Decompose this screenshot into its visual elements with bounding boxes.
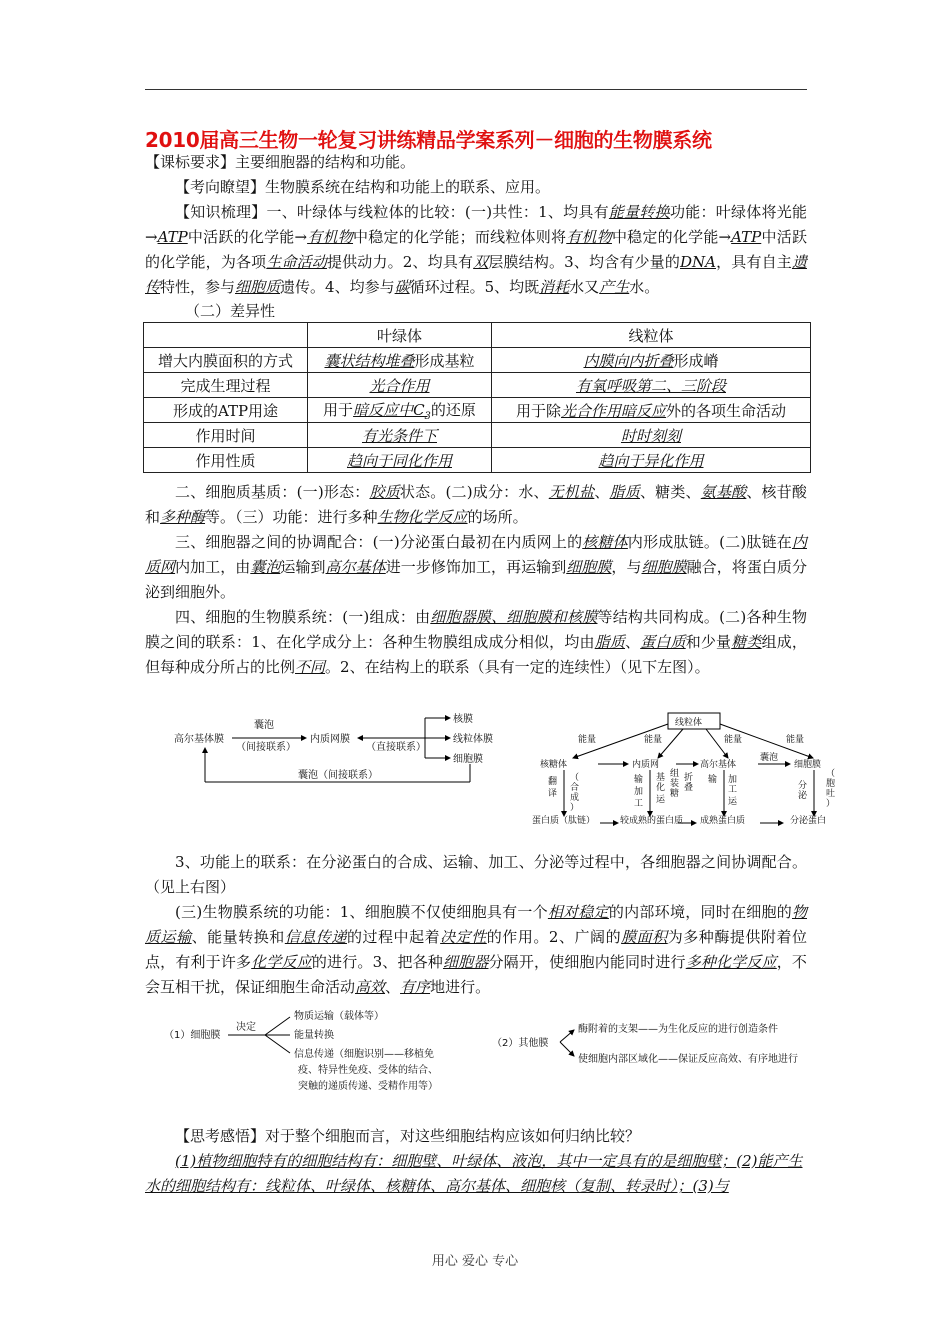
svg-text:叠: 叠 [684, 783, 694, 793]
table-row: 形成的ATP用途 用于暗反应中$C_3$的还原 用于除光合作用暗反应外的各项生命活动 [144, 398, 811, 423]
page-footer: 用心 爱心 专心 [431, 1254, 519, 1269]
svg-text:工: 工 [634, 799, 644, 809]
cell-membrane-label: （1）细胞膜 [164, 1030, 221, 1041]
table-row: 叶绿体 线粒体 [144, 323, 811, 348]
svg-text:（: （ [826, 769, 836, 779]
cellmem-label-right: 细胞膜 [794, 760, 822, 770]
svg-text:泌: 泌 [798, 791, 808, 801]
svg-text:）: ） [570, 803, 580, 813]
para-outlook: 【考向瞭望】生物膜系统在结构和功能上的联系、应用。 [175, 178, 551, 196]
ribosome-label: 核糖体 [540, 760, 568, 770]
svg-text:基: 基 [656, 773, 666, 783]
para-function: (三)生物膜系统的功能：1、细胞膜不仅使细胞具有一个相对稳定的内部环境，同时在细胞的物质运输、能量转换和信息传递的过程中起着决定性的作用。2、广阔的膜面积为多种酶提供附着位点，有利于许多化学反应的进行。3、把各种细胞器分隔开，使细胞内能同时进行多种化学反应，不会互相干扰，保证细胞生命活动高效、有序地进行。 [145, 903, 807, 996]
comparison-table [143, 322, 811, 473]
vertical-labels [548, 768, 835, 813]
svg-text:疫、特异性免疫、受体的结合、: 疫、特异性免疫、受体的结合、 [298, 1065, 438, 1076]
vesicle-label-right: 囊泡 [760, 753, 779, 763]
para-function-link: 3、功能上的联系：在分泌蛋白的合成、运输、加工、分泌等过程中，各细胞器之间协调配合。（见上右图） [145, 853, 807, 896]
svg-text:能量: 能量 [786, 735, 805, 745]
svg-text:分: 分 [798, 781, 808, 791]
para-think-answer: (1)植物细胞特有的细胞结构有：细胞壁、叶绿体、液泡，其中一定具有的是细胞壁；(2)能产生水的细胞结构有：线粒体、叶绿体、核糖体、高尔基体、细胞核（复制、转录时）；(3)与 [145, 1152, 803, 1195]
svg-text:能量: 能量 [724, 735, 743, 745]
svg-text:加: 加 [634, 787, 644, 797]
header-rule [145, 89, 807, 90]
membrane-relation-diagram [170, 708, 510, 788]
svg-text:合: 合 [570, 783, 580, 793]
svg-text:组: 组 [670, 769, 680, 779]
table-row: 增大内膜面积的方式 囊状结构堆叠形成基粒 内膜向内折叠形成嵴 [144, 348, 811, 373]
protein3-label: 成熟蛋白质 [700, 816, 746, 826]
vesicle-label: 囊泡 [254, 720, 274, 731]
para-think: 【思考感悟】对于整个细胞而言，对这些细胞结构应该如何归纳比较？ [175, 1127, 641, 1145]
svg-text:物质运输（载体等）: 物质运输（载体等） [294, 1011, 384, 1022]
cell-membrane-function-diagram [160, 1005, 490, 1100]
svg-text:酶附着的支架——为生化反应的进行创造条件: 酶附着的支架——为生化反应的进行创造条件 [578, 1024, 778, 1035]
golgi-label-right: 高尔基体 [700, 760, 737, 770]
svg-text:化: 化 [656, 783, 666, 793]
svg-text:能量转换: 能量转换 [294, 1030, 334, 1041]
other-membrane-function-diagram [488, 1012, 878, 1072]
mito-label: 线粒体膜 [453, 734, 493, 745]
protein1-label: 蛋白质（肽链） [532, 816, 596, 826]
svg-text:突触的递质传递、受精作用等）: 突触的递质传递、受精作用等） [298, 1081, 438, 1092]
page-title: 2010届高三生物一轮复习讲练精品学案系列－细胞的生物膜系统 [145, 128, 712, 152]
er-label-right: 内质网 [632, 760, 660, 770]
svg-text:工: 工 [728, 785, 738, 795]
svg-text:输: 输 [634, 775, 644, 785]
svg-text:装: 装 [670, 779, 680, 789]
direct-label: （直接联系） [366, 742, 426, 753]
cellmem-label: 细胞膜 [453, 754, 483, 765]
nuclear-label: 核膜 [453, 714, 473, 725]
secretion-flow-diagram [528, 710, 858, 838]
svg-text:加: 加 [728, 775, 738, 785]
other-membrane-label: （2）其他膜 [492, 1038, 549, 1049]
para-cytoplasm: 二、细胞质基质：(一)形态：胶质状态。(二)成分：水、无机盐、脂质、糖类、氨基酸、核苷酸和多种酶等。（三）功能：进行多种生物化学反应的场所。 [145, 483, 807, 526]
table-row: 完成生理过程 光合作用 有氧呼吸第二、三阶段 [144, 373, 811, 398]
svg-text:折: 折 [684, 773, 694, 783]
svg-text:运: 运 [656, 795, 666, 805]
svg-text:运: 运 [728, 797, 738, 807]
svg-text:信息传递（细胞识别——移植免: 信息传递（细胞识别——移植免 [294, 1049, 434, 1060]
mito-box-label: 线粒体 [675, 718, 703, 728]
er-label: 内质网膜 [310, 734, 350, 745]
svg-text:）: ） [826, 799, 836, 809]
para-coordination: 三、细胞器之间的协调配合：(一)分泌蛋白最初在内质网上的核糖体内形成肽链。(二)肽链在内质网内加工，由囊泡运输到高尔基体进一步修饰加工，再运输到细胞膜，与细胞膜融合，将蛋白质分泌到细胞外。 [145, 533, 807, 601]
para-membrane-system: 四、细胞的生物膜系统：(一)组成：由细胞器膜、细胞膜和核膜等结构共同构成。(二)各种生物膜之间的联系：1、在化学成分上：各种生物膜组成成分相似，均由脂质、蛋白质和少量糖类组成，但每种成分所占的比例不同。2、在结构上的联系（具有一定的连续性）（见下左图）。 [145, 608, 807, 676]
svg-text:翻: 翻 [548, 777, 558, 787]
protein4-label: 分泌蛋白 [790, 816, 827, 826]
decide-label: 决定 [236, 1022, 256, 1033]
svg-text:能量: 能量 [644, 735, 663, 745]
svg-text:成: 成 [570, 793, 580, 803]
energy-label: 能量 [578, 735, 597, 745]
svg-text:吐: 吐 [826, 789, 836, 799]
table-row: 作用性质 趋向于同化作用 趋向于异化作用 [144, 448, 811, 473]
svg-text:胞: 胞 [826, 779, 836, 789]
svg-text:译: 译 [548, 789, 558, 799]
vesicle-bottom-label: 囊泡（间接联系） [298, 770, 378, 781]
para-diff: （二）差异性 [185, 302, 276, 320]
svg-text:（: （ [570, 773, 580, 783]
golgi-label: 高尔基体膜 [174, 734, 224, 745]
svg-text:输: 输 [708, 775, 718, 785]
table-row: 作用时间 有光条件下 时时刻刻 [144, 423, 811, 448]
svg-text:使细胞内部区域化——保证反应高效、有序地进行: 使细胞内部区域化——保证反应高效、有序地进行 [578, 1054, 798, 1065]
svg-text:糖: 糖 [670, 789, 680, 799]
para-curriculum: 【课标要求】主要细胞器的结构和功能。 [145, 153, 416, 171]
indirect-label: （间接联系） [236, 742, 296, 753]
para-knowledge: 【知识梳理】一、叶绿体与线粒体的比较：(一)共性：1、均具有能量转换功能：叶绿体将光能→ATP中活跃的化学能→有机物中稳定的化学能；而线粒体则将有机物中稳定的化学能→ATP中活跃的化学能，为各项生命活动提供动力。2、均具有双层膜结构。3、均含有少量的DNA，具有自主遗传特性，参与细胞质遗传。4、均参与碳循环过程。5、均既消耗水又产生水。 [145, 203, 807, 296]
protein2-label: 较成熟的蛋白质 [620, 816, 684, 826]
